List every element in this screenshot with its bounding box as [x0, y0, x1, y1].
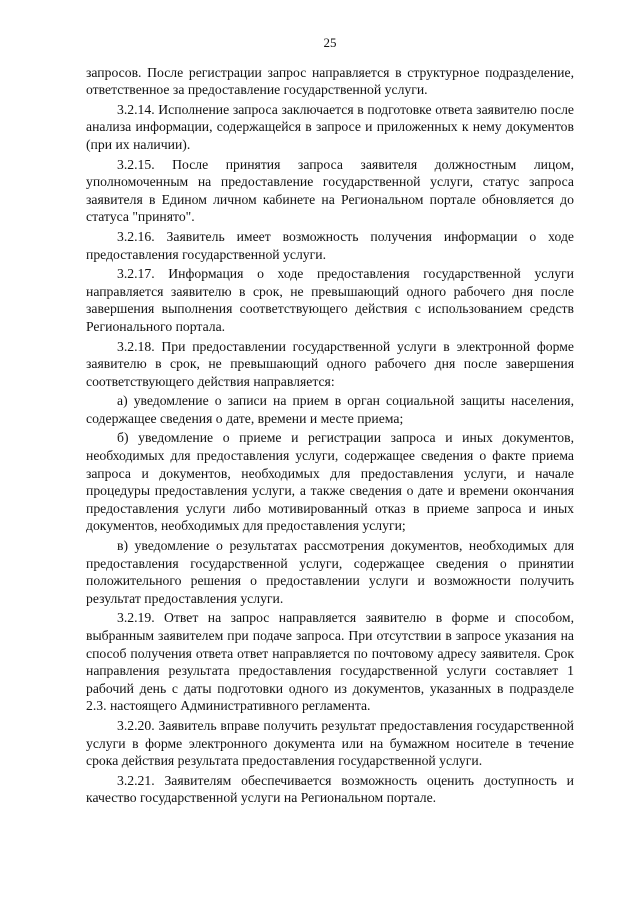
- numbered-paragraph: 3.2.19. Ответ на запрос направляется заявителю в форме и способом, выбранным заявителем при подаче запроса. При отсутствии в запросе указания на способ получения ответа ответ направляется по почтовому адресу заявителя. Срок направления результата предоставления государственной услуги составляет 1 рабочий день с даты подготовки одного из документов, указанных в подразделе 2.3. настоящего Административного регламента.: [86, 610, 574, 714]
- document-body: [86, 64, 574, 807]
- numbered-paragraph: 3.2.18. При предоставлении государственной услуги в электронной форме заявителю в срок, не превышающий одного рабочего дня после завершения соответствующего действия направляется:: [86, 338, 574, 389]
- numbered-paragraph: 3.2.20. Заявитель вправе получить результат предоставления государственной услуги в форме электронного документа или на бумажном носителе в течение срока действия результата предоставления государственной услуги.: [86, 717, 574, 769]
- numbered-paragraph: 3.2.16. Заявитель имеет возможность получения информации о ходе предоставления государственной услуги.: [86, 228, 574, 262]
- numbered-paragraph: 3.2.21. Заявителям обеспечивается возможность оценить доступность и качество государственной услуги на Региональном портале.: [86, 772, 574, 806]
- document-page: [86, 34, 574, 809]
- page-number: 25: [323, 35, 337, 50]
- list-item-paragraph: а) уведомление о записи на прием в орган социальной защиты населения, содержащее сведения о дате, времени и месте приема;: [86, 393, 574, 426]
- numbered-paragraph: 3.2.15. После принятия запроса заявителя должностным лицом, уполномоченным на предоставление государственной услуги, статус запроса заявителя в Едином личном кабинете на Региональном портале обновляется до статуса "принято".: [86, 156, 574, 225]
- continued-paragraph: запросов. После регистрации запрос направляется в структурное подразделение, ответственное за предоставление государственной услуги.: [86, 64, 574, 98]
- numbered-paragraph: 3.2.17. Информация о ходе предоставления государственной услуги направляется заявителю в срок, не превышающий одного рабочего дня после завершения выполнения соответствующего действия с использованием средств Регионального портала.: [86, 266, 574, 334]
- list-item-paragraph: в) уведомление о результатах рассмотрения документов, необходимых для предоставления государственной услуги, содержащее сведения о принятии положительного решения о предоставлении услуги и возможности получить результат предоставления услуги.: [86, 538, 574, 606]
- list-item-paragraph: б) уведомление о приеме и регистрации запроса и иных документов, необходимых для предоставления услуги, содержащее сведения о факте приема запроса и документов, необходимых для предоставления услуги, и начале процедуры предоставления услуги, а также сведения о дате и времени окончания предоставления услуги либо мотивированный отказ в приеме запроса и иных документов, необходимых для предоставления услуги;: [86, 430, 574, 534]
- numbered-paragraph: 3.2.14. Исполнение запроса заключается в подготовке ответа заявителю после анализа информации, содержащейся в запросе и приложенных к нему документов (при их наличии).: [86, 101, 574, 152]
